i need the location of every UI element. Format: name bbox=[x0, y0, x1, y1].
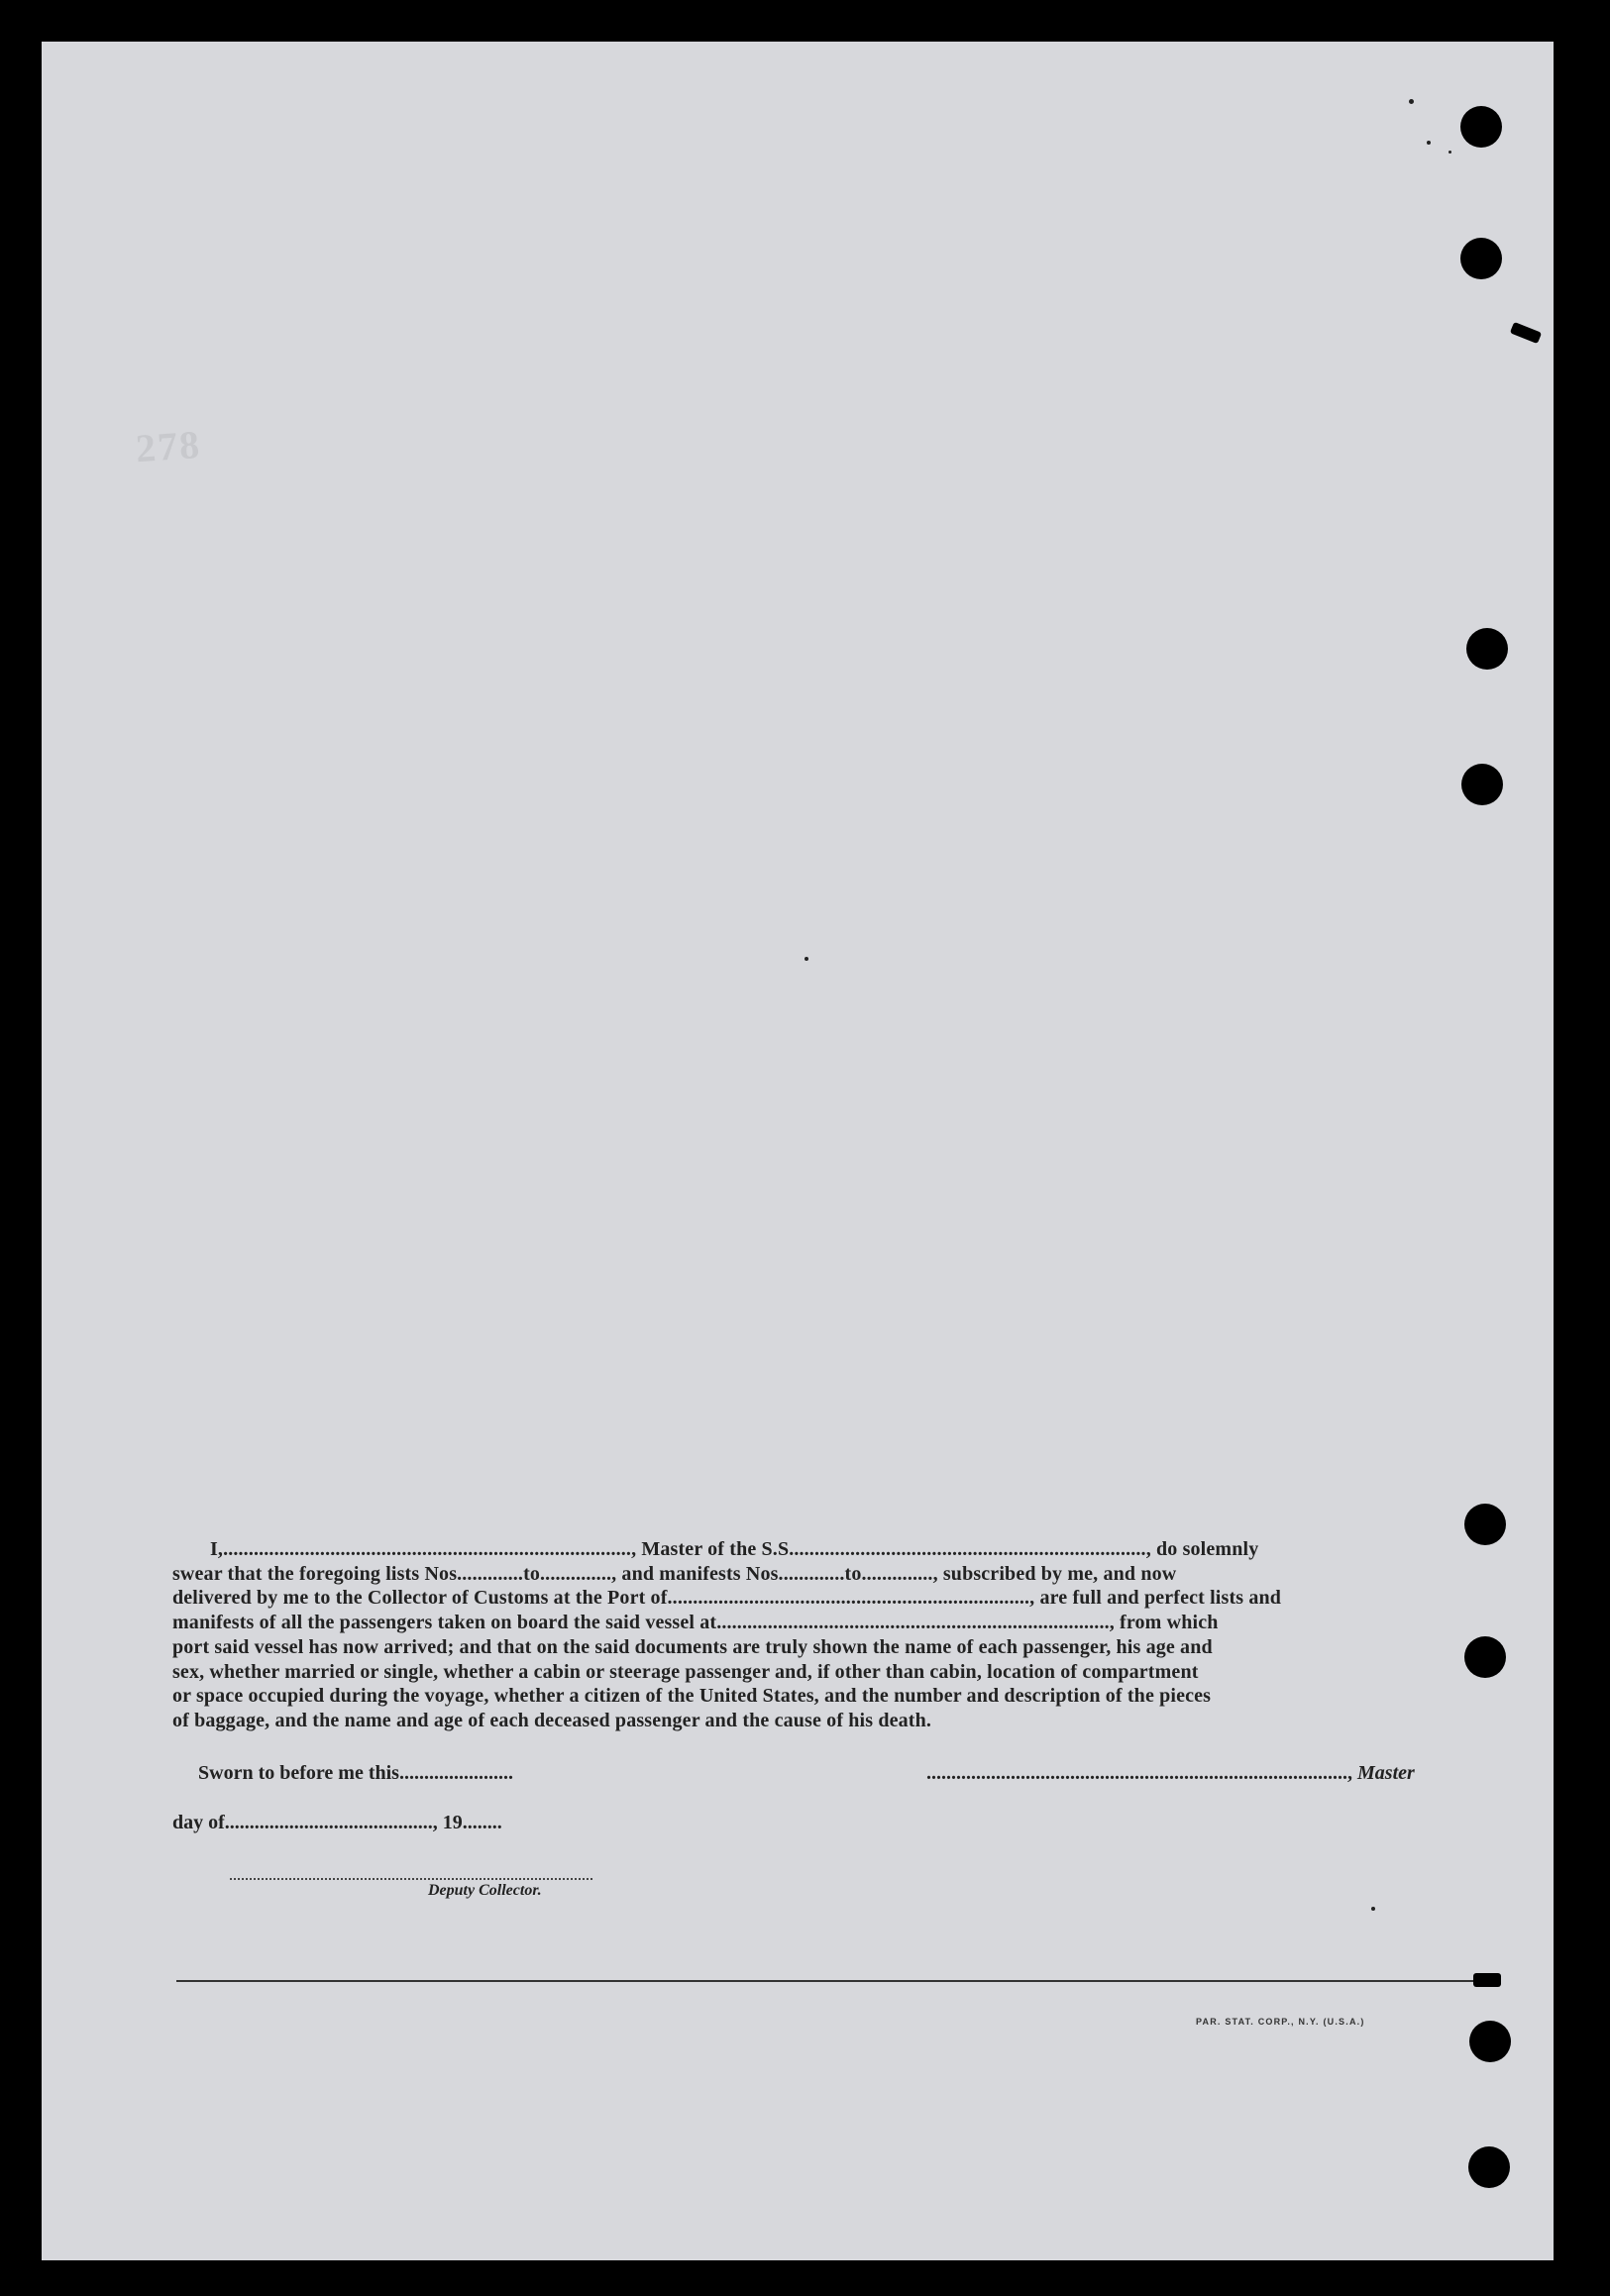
speck-mark bbox=[1449, 151, 1451, 154]
binder-tab bbox=[1473, 1973, 1501, 1987]
binder-hole bbox=[1460, 106, 1502, 148]
binder-hole bbox=[1469, 2021, 1511, 2062]
deputy-signature-line bbox=[230, 1878, 592, 1880]
speck-mark bbox=[805, 957, 808, 961]
binder-hole bbox=[1464, 1636, 1506, 1678]
day-of-field: day of.........................................., 19........ bbox=[172, 1812, 502, 1833]
master-signature-line: ....................................................................................., bbox=[926, 1762, 1357, 1784]
oath-line: I,................................................................................, Master of the S.S......................................................................, do solemnly bbox=[210, 1538, 1259, 1560]
oath-line: manifests of all the passengers taken on board the said vessel at............................................................................., from which bbox=[172, 1612, 1219, 1634]
document-sheet bbox=[42, 42, 1554, 2260]
master-signature-field bbox=[926, 1762, 1415, 1785]
binder-hole bbox=[1468, 2146, 1510, 2188]
deputy-collector-label: Deputy Collector. bbox=[428, 1882, 542, 1899]
speck-mark bbox=[1427, 141, 1431, 145]
faint-page-number: 278 bbox=[134, 421, 203, 471]
printer-mark: PAR. STAT. CORP., N.Y. (U.S.A.) bbox=[1196, 2017, 1365, 2027]
oath-line: swear that the foregoing lists Nos.............to.............., and manifests Nos.............to.............., subscribed by me, and now bbox=[172, 1562, 1177, 1585]
binder-hole bbox=[1461, 764, 1503, 805]
sworn-before-field: Sworn to before me this....................... bbox=[198, 1762, 513, 1784]
speck-mark bbox=[1371, 1907, 1375, 1911]
oath-line: port said vessel has now arrived; and that on the said documents are truly shown the name of each passenger, his age and bbox=[172, 1635, 1213, 1658]
binder-hole bbox=[1460, 238, 1502, 279]
master-label: Master bbox=[1357, 1762, 1415, 1784]
bottom-rule bbox=[176, 1980, 1479, 1982]
oath-line: sex, whether married or single, whether a cabin or steerage passenger and, if other than cabin, location of compartment bbox=[172, 1660, 1199, 1683]
binder-hole bbox=[1466, 628, 1508, 670]
oath-paragraph bbox=[172, 1537, 1477, 1733]
oath-line: of baggage, and the name and age of each deceased passenger and the cause of his death. bbox=[172, 1709, 932, 1731]
oath-line: delivered by me to the Collector of Customs at the Port of......................................................................., are full and perfect lists and bbox=[172, 1587, 1282, 1610]
oath-line: or space occupied during the voyage, whether a citizen of the United States, and the number and description of the pieces bbox=[172, 1685, 1212, 1708]
binder-hole bbox=[1464, 1504, 1506, 1545]
speck-mark bbox=[1409, 99, 1414, 104]
